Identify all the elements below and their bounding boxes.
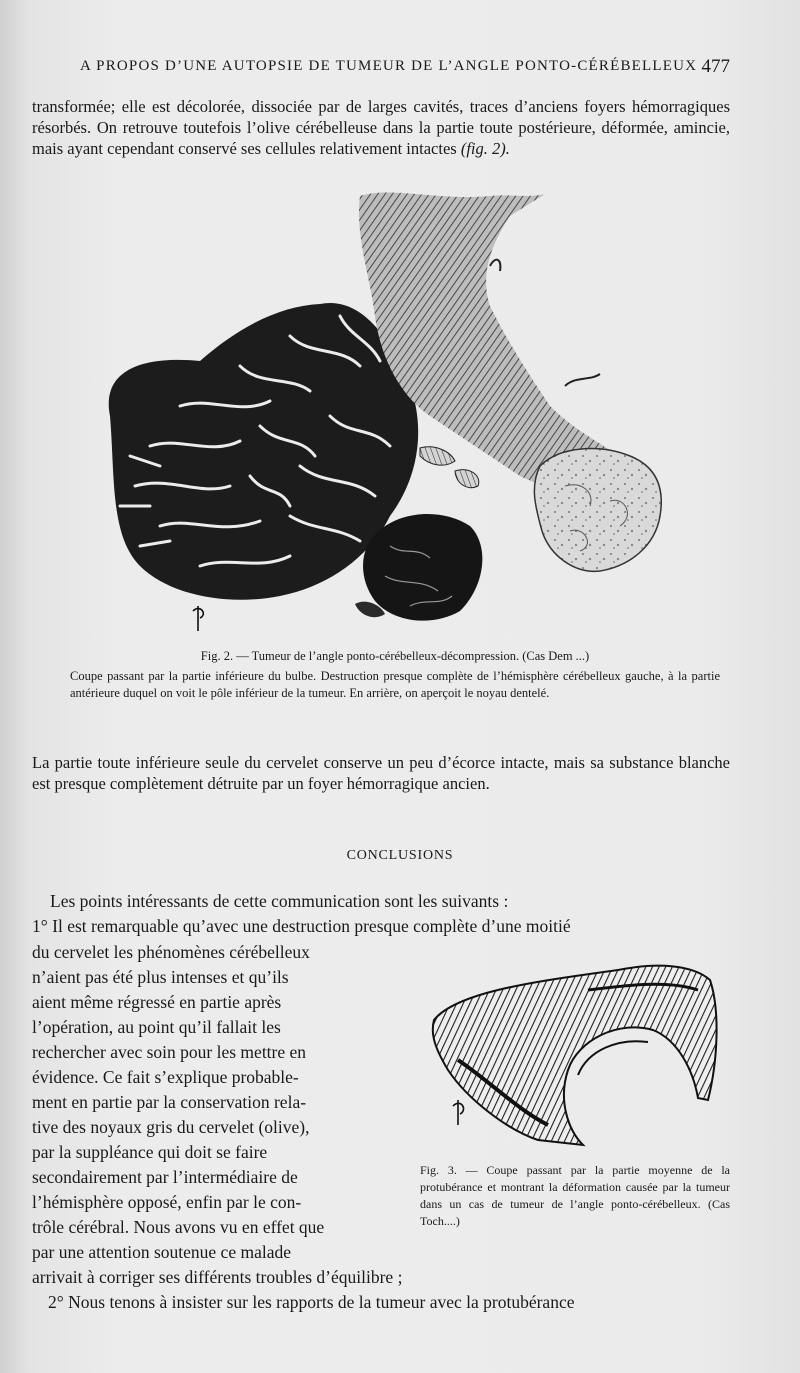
conclusion-line: du cervelet les phénomènes cérébelleux	[32, 942, 310, 962]
running-title: A PROPOS D’UNE AUTOPSIE DE TUMEUR DE L’ANGLE PONTO-CÉRÉBELLEUX	[80, 58, 698, 74]
figure-3-illustration	[428, 950, 728, 1150]
conclusion-line: tive des noyaux gris du cervelet (olive),	[32, 1117, 310, 1137]
paragraph-1	[32, 96, 730, 159]
conclusion-line: par une attention soutenue ce malade	[32, 1242, 291, 1262]
conclusion-line: ment en partie par la conservation rela-	[32, 1092, 307, 1112]
pons-section	[433, 966, 717, 1145]
conclusion-line: 2° Nous tenons à insister sur les rapports de la tumeur avec la protubérance	[48, 1292, 575, 1312]
conclusion-line: aient même régressé en partie après	[32, 992, 282, 1012]
conclusion-line: Les points intéressants de cette communication sont les suivants :	[50, 891, 509, 911]
figure-2-illustration	[90, 186, 680, 636]
figure-2-caption-body: Coupe passant par la partie inférieure du bulbe. Destruction presque complète de l’hémisphère cérébelleux gauche, à la partie antérieure duquel on voit le pôle inférieur de la tumeur. En arrière, on aperçoit le noyau dentelé.	[70, 669, 720, 700]
conclusion-line: secondairement par l’intermédiaire de	[32, 1167, 298, 1187]
conclusion-line: rechercher avec soin pour les mettre en	[32, 1042, 307, 1062]
figure-reference: (fig. 2).	[460, 139, 510, 158]
conclusion-line: l’opération, au point qu’il fallait les	[32, 1017, 281, 1037]
section-heading: CONCLUSIONS	[346, 848, 454, 863]
figure-2-caption	[70, 648, 720, 702]
paragraph-2: La partie toute inférieure seule du cervelet conserve un peu d’écorce intacte, mais sa substance blanche est presque complètement détruite par un foyer hémorragique ancien.	[32, 753, 730, 793]
figure-2-caption-title: Fig. 2. — Tumeur de l’angle ponto-cérébelleux-décompression. (Cas Dem ...)	[200, 649, 590, 663]
dentate-nucleus	[363, 514, 482, 621]
conclusion-line: trôle cérébral. Nous avons vu en effet que	[32, 1217, 325, 1237]
conclusion-line: n’aient pas été plus intenses et qu’ils	[32, 967, 289, 987]
conclusion-line: 1° Il est remarquable qu’avec une destruction presque complète d’une moitié	[32, 916, 571, 936]
conclusion-line: évidence. Ce fait s’explique probable-	[32, 1067, 299, 1087]
conclusion-line: l’hémisphère opposé, enfin par le con-	[32, 1192, 302, 1212]
page-number: 477	[701, 56, 730, 77]
page-header	[80, 56, 730, 80]
conclusion-line: par la suppléance qui doit se faire	[32, 1142, 268, 1162]
figure-3-caption: Fig. 3. — Coupe passant par la partie moyenne de la protubérance et montrant la déformation causée par la tumeur dans un cas de tumeur de l’angle ponto-cérébelleux. (Cas Toch....)	[420, 1163, 730, 1228]
paragraph-1-text: transformée; elle est décolorée, dissociée par de larges cavités, traces d’anciens foyers hémorragiques résorbés. On retrouve toutefois l’olive cérébelleuse dans la partie toute postérieure, déformée, amincie, mais ayant cependant conservé ses cellules relativement intactes	[32, 97, 730, 158]
tumor-section	[534, 449, 661, 572]
conclusion-line: arrivait à corriger ses différents troubles d’équilibre ;	[32, 1267, 403, 1287]
